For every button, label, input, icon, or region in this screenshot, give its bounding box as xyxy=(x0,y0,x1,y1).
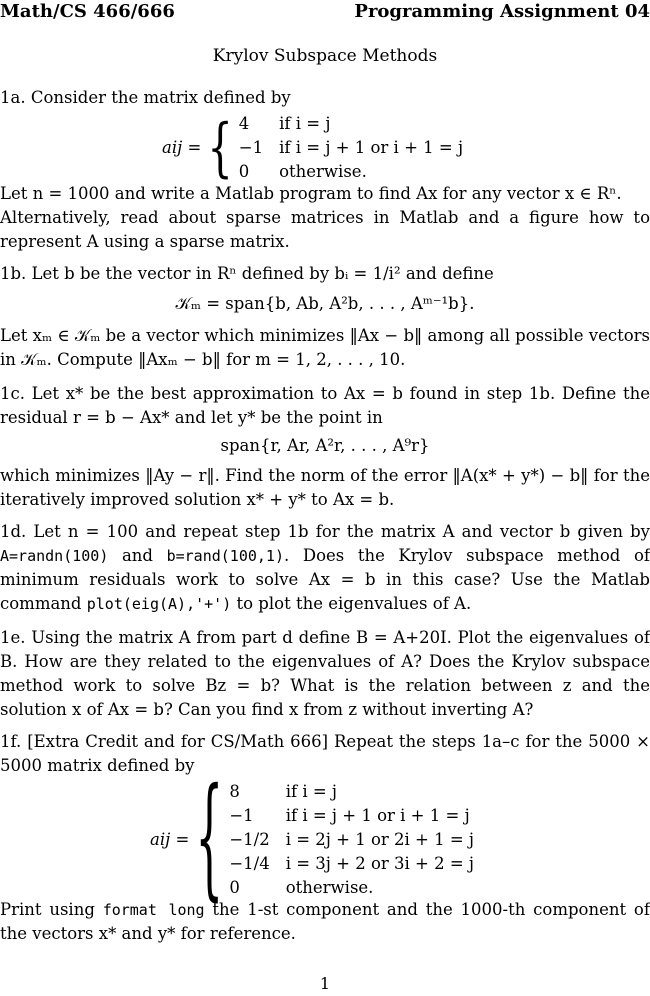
section-1f-body xyxy=(0,898,650,946)
code-rand: b=rand(100,1) xyxy=(166,547,284,565)
section-1a xyxy=(0,86,650,110)
cases-list xyxy=(239,112,463,184)
case-value: −1 xyxy=(238,138,264,157)
section-1c-text1: 1c. Let x* be the best approximation to Ax = b found in step 1b. Define the residual r = b − Ax* and let y* be the point in xyxy=(0,384,650,427)
matrix-lhs: aij = xyxy=(162,138,202,157)
page-header xyxy=(0,0,650,24)
case-value: −1 xyxy=(229,806,254,825)
case-condition: if i = j + 1 or i + 1 = j xyxy=(279,138,464,157)
section-1a-body xyxy=(0,182,650,254)
case-value: −1/2 xyxy=(229,830,270,849)
case-condition: if i = j + 1 or i + 1 = j xyxy=(285,806,470,825)
krylov-space-equation: 𝒦ₘ = span{b, Ab, A²b, . . . , Aᵐ⁻¹b}. xyxy=(175,294,475,313)
case-condition: i = 3j + 2 or 3i + 2 = j xyxy=(285,854,475,873)
section-1c-text2: which minimizes ‖Ay − r‖. Find the norm of the error ‖A(x* + y*) − b‖ for the iteratively improved solution x* + y* to Ax = b. xyxy=(0,466,650,509)
section-1b-text1: 1b. Let b be the vector in Rⁿ defined by bᵢ = 1/i² and define xyxy=(0,264,494,283)
case-condition: otherwise. xyxy=(285,878,374,897)
case-value: 0 xyxy=(229,878,240,897)
section-1d-part-a: 1d. Let n = 100 and repeat step 1b for the matrix A and vector b given by xyxy=(0,522,650,541)
cases-list xyxy=(229,780,474,900)
matrix-lhs: aij = xyxy=(150,830,190,849)
section-1c xyxy=(0,382,650,512)
page-number: 1 xyxy=(319,974,331,993)
case-value: 8 xyxy=(229,782,240,801)
section-1b xyxy=(0,262,650,372)
case-value: −1/4 xyxy=(229,854,270,873)
section-1d xyxy=(0,520,650,616)
document-title: Krylov Subspace Methods xyxy=(212,46,438,66)
section-1a-text2: Alternatively, read about sparse matrices in Matlab and a figure how to represent A using a sparse matrix. xyxy=(0,208,650,251)
case-condition: otherwise. xyxy=(279,162,367,181)
course-code: Math/CS 466/666 xyxy=(0,1,175,22)
section-1d-part-d: to plot the eigenvalues of A. xyxy=(236,594,472,613)
case-value: 4 xyxy=(238,114,250,133)
section-1a-text1: Let n = 1000 and write a Matlab program to find Ax for any vector x ∈ Rⁿ. xyxy=(0,184,622,203)
code-plot-eig: plot(eig(A),'+') xyxy=(86,595,232,613)
brace-icon: { xyxy=(195,762,224,915)
matrix-definition-1f xyxy=(150,762,475,915)
section-1f-intro: 1f. [Extra Credit and for CS/Math 666] Repeat the steps 1a–c for the 5000 × 5000 matrix defined by xyxy=(0,732,650,775)
code-randn: A=randn(100) xyxy=(0,547,109,565)
section-1e xyxy=(0,626,650,722)
matrix-definition-1a xyxy=(162,112,463,184)
section-1d-part-b: and xyxy=(121,546,153,565)
section-1f-text xyxy=(0,898,650,946)
section-1d-text xyxy=(0,520,650,616)
brace-icon: { xyxy=(207,111,233,185)
case-condition: if i = j xyxy=(279,114,331,133)
case-condition: i = 2j + 1 or 2i + 1 = j xyxy=(285,830,475,849)
section-1a-intro: 1a. Consider the matrix defined by xyxy=(0,88,291,107)
section-1e-text: 1e. Using the matrix A from part d define B = A+20I. Plot the eigenvalues of B. How are they related to the eigenvalues of A? Does the Krylov subspace method work to solve Bz = b? What is the relation between z and the solution x of Ax = b? Can you find x from z without inverting A? xyxy=(0,628,650,719)
section-1d-part-c: . Does the Krylov subspace method of minimum residuals work to solve Ax = b in this case? Use the Matlab command xyxy=(0,546,650,613)
section-1f xyxy=(0,730,650,778)
case-condition: if i = j xyxy=(285,782,338,801)
span-equation: span{r, Ar, A²r, . . . , A⁹r} xyxy=(220,436,430,455)
section-1b-text2: Let xₘ ∈ 𝒦ₘ be a vector which minimizes ‖Ax − b‖ among all possible vectors in 𝒦ₘ. Compute ‖Axₘ − b‖ for m = 1, 2, . . . , 10. xyxy=(0,326,650,369)
code-format-long: format long xyxy=(102,901,205,919)
section-1f-part-b: the 1-st component and the 1000-th component of the vectors x* and y* for reference. xyxy=(0,900,650,943)
assignment-title: Programming Assignment 04 xyxy=(354,1,650,22)
section-1f-part-a: Print using xyxy=(0,900,95,919)
case-value: 0 xyxy=(238,162,250,181)
